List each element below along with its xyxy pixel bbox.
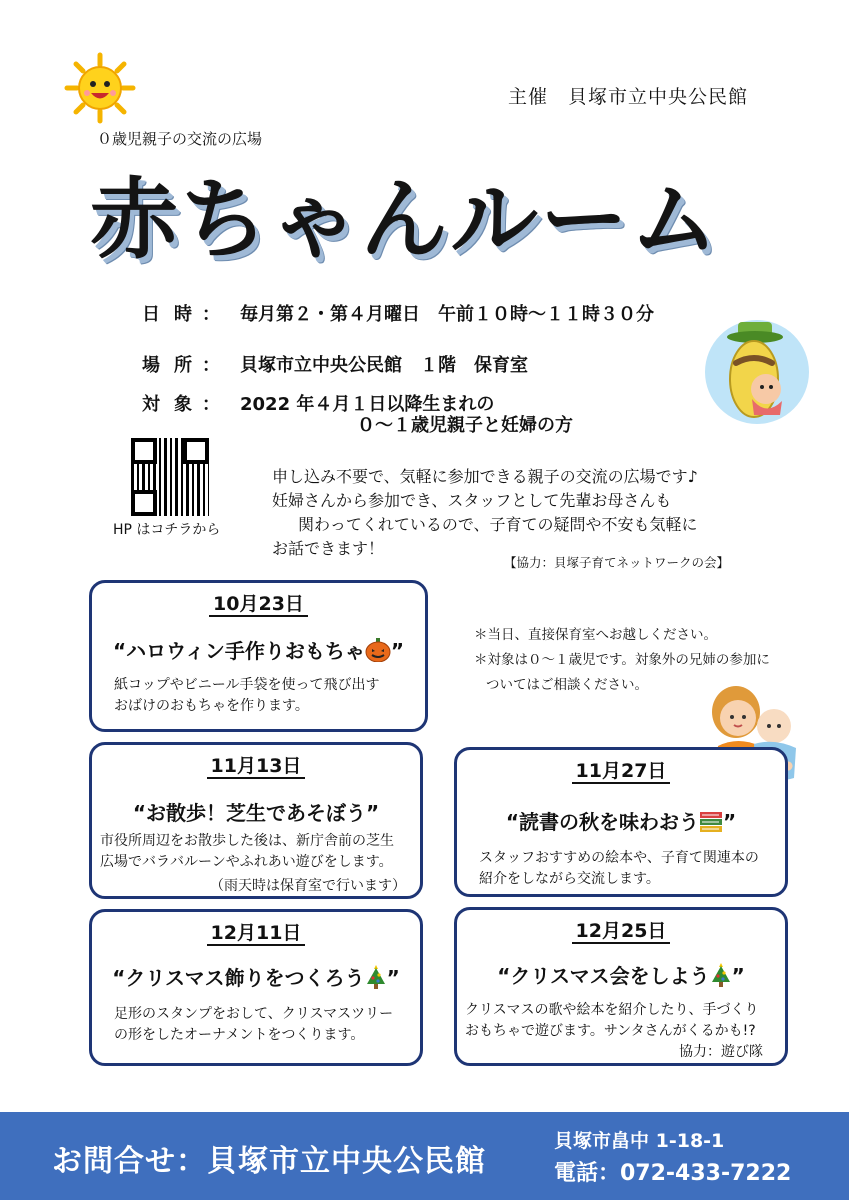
event-description: 市役所周辺をお散歩した後は、新庁舎前の芝生 広場でバラバルーンやふれあい遊びをします。: [100, 833, 394, 870]
address: 貝塚市畠中 1-18-1: [554, 1130, 725, 1152]
event-description: 足形のスタンプをおして、クリスマスツリー の形をしたオーナメントをつくります。: [114, 1006, 394, 1043]
note-item: ＊当日、直接保育室へお越しください。: [474, 627, 717, 643]
event-date: 12月25日: [457, 916, 785, 943]
books-icon: [699, 811, 723, 838]
event-date: 12月11日: [92, 918, 420, 945]
subtitle: ０歳児親子の交流の広場: [97, 130, 263, 148]
footer-contact-bar: [0, 1112, 849, 1200]
note-item: ＊対象は０～１歳児です。対象外の兄姉の参加に: [474, 652, 770, 668]
intro-line: 関わってくれているので、子育ての疑問や不安も気軽に: [298, 515, 698, 534]
event-card-dec11: [89, 909, 423, 1066]
christmas-tree-icon: [710, 963, 732, 992]
page-title: 赤ちゃんルーム: [90, 168, 721, 271]
event-note: 協力：遊び隊: [679, 1044, 763, 1060]
event-card-nov13: [89, 742, 423, 899]
place-label: 場所: [142, 355, 206, 376]
event-title: “ハロウィン手作りおもちゃ ”: [92, 635, 425, 667]
event-card-dec25: [454, 907, 788, 1066]
info-place: [142, 351, 528, 377]
target-value-1: 2022 年４月１日以降生まれの: [240, 394, 495, 415]
intro-line: 申し込み不要で、気軽に参加できる親子の交流の広場です♪: [272, 467, 698, 486]
mascot-icon: [704, 319, 810, 425]
phone-number[interactable]: 電話：072-433-7222: [554, 1161, 792, 1186]
time-value: 毎月第２・第４月曜日 午前１０時～１１時３０分: [240, 304, 654, 325]
event-date: 11月13日: [92, 751, 420, 778]
event-title: “読書の秋を味わおう ”: [457, 806, 785, 838]
organizer-text: 主催 貝塚市立中央公民館: [508, 86, 749, 108]
event-note: （雨天時は保育室で行います）: [210, 878, 406, 894]
event-title: “お散歩！芝生であそぼう”: [132, 801, 380, 825]
event-description: スタッフおすすめの絵本や、子育て関連本の 紹介をしながら交流します。: [479, 850, 759, 887]
event-date: 10月23日: [92, 589, 425, 616]
event-description: クリスマスの歌や絵本を紹介したり、手づくり おもちゃで遊びます。サンタさんがくるかも!?: [465, 1002, 759, 1039]
intro-line: お話できます！: [272, 539, 385, 558]
event-date: 11月27日: [457, 756, 785, 783]
event-title: “クリスマス飾りをつくろう ”: [92, 962, 420, 994]
time-label: 日時: [142, 304, 206, 325]
cooperation-note: 【協力：貝塚子育てネットワークの会】: [504, 555, 730, 570]
qr-caption: HP はコチラから: [113, 522, 221, 538]
intro-line: 妊婦さんから参加でき、スタッフとして先輩お母さんも: [272, 491, 672, 510]
colon: ：: [202, 304, 220, 325]
target-value-2: ０～１歳児親子と妊婦の方: [357, 415, 573, 436]
target-label: 対象: [142, 394, 206, 415]
pumpkin-icon: [365, 638, 391, 667]
info-time: [142, 300, 654, 326]
qr-code[interactable]: [131, 438, 209, 516]
note-item: ついてはご相談ください。: [486, 677, 648, 693]
event-card-oct23: [89, 580, 428, 732]
event-card-nov27: [454, 747, 788, 897]
event-description: 紙コップやビニール手袋を使って飛び出す おばけのおもちゃを作ります。: [114, 677, 380, 714]
event-title: “クリスマス会をしよう ”: [457, 960, 785, 992]
place-value: 貝塚市立中央公民館 １階 保育室: [240, 355, 528, 376]
christmas-tree-icon: [365, 965, 387, 994]
colon: ：: [202, 394, 220, 415]
colon: ：: [202, 355, 220, 376]
intro-text: [272, 465, 742, 561]
sun-icon: [64, 52, 136, 124]
contact-label: お問合せ：貝塚市立中央公民館: [52, 1144, 486, 1179]
